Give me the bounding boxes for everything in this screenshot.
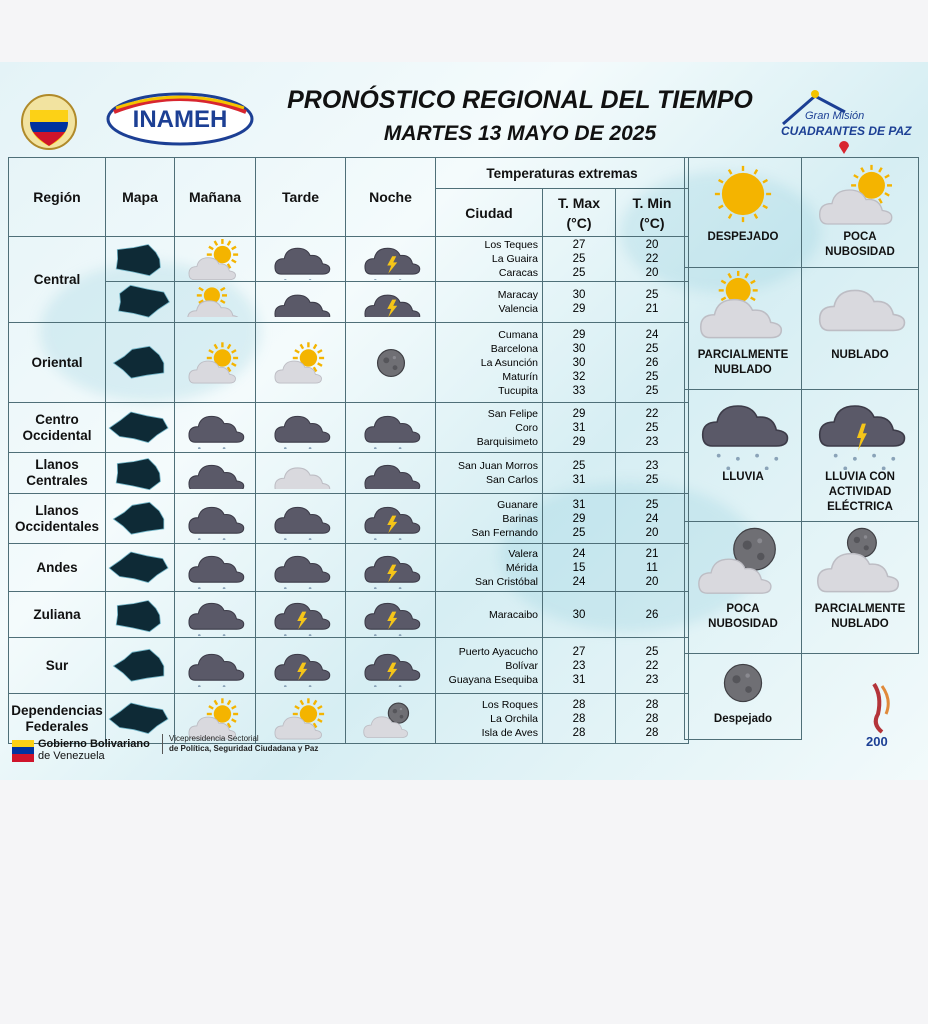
- gov-line-1: Gobierno Bolivariano: [38, 738, 150, 750]
- forecast-noche: [346, 453, 436, 494]
- legend-row: [685, 268, 919, 390]
- region-map: [106, 453, 175, 494]
- legend-label-line: NUBOSIDAD: [708, 618, 778, 630]
- city-list: [436, 592, 543, 638]
- city-list: [436, 453, 543, 494]
- tmax-list: [543, 592, 616, 638]
- tormenta-icon: [346, 498, 435, 540]
- region-name-line: Sur: [45, 657, 69, 673]
- region-map: [106, 544, 175, 592]
- tmax-list-value: 31: [572, 474, 586, 486]
- page-title: PRONÓSTICO REGIONAL DEL TIEMPO: [287, 86, 753, 114]
- legend-label-line: NUBLADO: [714, 364, 772, 376]
- tmax-list-value: 28: [572, 726, 586, 739]
- city-list: [436, 494, 543, 544]
- poca-nubosidad-icon: [802, 158, 918, 230]
- legend-label: [685, 470, 801, 491]
- city-list-value: Puerto Ayacucho: [458, 645, 538, 658]
- legend-label-line: NUBLADO: [831, 618, 889, 630]
- tmax-list: [543, 237, 616, 282]
- table-row: [9, 403, 689, 453]
- lluvia-icon: [256, 407, 345, 449]
- svg-text:200: 200: [866, 734, 888, 749]
- forecast-manana: [175, 403, 256, 453]
- legend-label: [685, 230, 801, 251]
- table-row: [9, 544, 689, 592]
- legend-item: [685, 268, 802, 390]
- tmax-list: [543, 494, 616, 544]
- table-row: [9, 323, 689, 403]
- inameh-logo-text: INAMEH: [132, 106, 228, 133]
- city-list-value: Valencia: [498, 303, 538, 315]
- region-map: [106, 638, 175, 694]
- table-row: [9, 453, 689, 494]
- tmax-list-value: 29: [572, 512, 586, 525]
- lluvia-icon: [175, 645, 255, 687]
- legend-label: [802, 602, 918, 638]
- region-map: [106, 282, 175, 323]
- tmin-list-value: 20: [645, 267, 659, 279]
- header-noche: Noche: [346, 158, 436, 237]
- tmax-list-value: 30: [572, 356, 586, 369]
- tmax-list-value: 24: [572, 547, 586, 560]
- region-name-line: Federales: [25, 718, 89, 734]
- tmin-list-value: 26: [645, 356, 659, 369]
- tmin-list-value: 20: [645, 526, 659, 539]
- city-list-value: La Guaira: [491, 253, 538, 265]
- lluvia-icon: [175, 547, 255, 589]
- tmax-list-value: 25: [572, 526, 586, 539]
- forecast-manana: [175, 282, 256, 323]
- tmax-list-value: 23: [572, 659, 586, 672]
- tmin-list-value: 26: [645, 608, 659, 621]
- tmin-list: [616, 282, 689, 323]
- vicepresidencia-label: [162, 734, 389, 754]
- luna-parcial-icon: [802, 522, 918, 602]
- tormenta-icon: [802, 390, 918, 470]
- region-name: [9, 323, 106, 403]
- lluvia-icon: [175, 594, 255, 636]
- city-list: [436, 282, 543, 323]
- legend-item: [802, 268, 919, 390]
- bicentennial-logo: [862, 680, 902, 758]
- forecast-manana: [175, 453, 256, 494]
- region-map-image: [106, 499, 174, 539]
- legend-label-line: PARCIALMENTE: [814, 603, 906, 615]
- city-list-value: Barinas: [502, 512, 538, 525]
- header-tmin-unit: (°C): [639, 214, 665, 231]
- tmin-list: [616, 237, 689, 282]
- city-list-value: Guayana Esequiba: [448, 673, 538, 686]
- tmax-list: [543, 323, 616, 403]
- forecast-noche: [346, 638, 436, 694]
- tmax-list-value: 29: [572, 407, 586, 420]
- legend-row: [685, 390, 919, 522]
- legend-label-line: NUBOSIDAD: [825, 246, 895, 258]
- tormenta-icon: [346, 645, 435, 687]
- vice-line-1: Vicepresidencia Sectorial: [169, 734, 259, 743]
- tmin-list-value: 25: [645, 498, 659, 511]
- tormenta-icon: [346, 239, 435, 280]
- forecast-tarde: [256, 638, 346, 694]
- region-name-line: Occidental: [22, 427, 92, 443]
- region-name-line: Dependencias: [11, 702, 103, 718]
- region-name: [9, 403, 106, 453]
- tmin-list-value: 11: [646, 561, 658, 574]
- tmax-list-value: 30: [572, 608, 586, 621]
- header-tmin-label: T. Min: [632, 194, 672, 211]
- luna-icon: [346, 342, 435, 384]
- poca-nubosidad-icon: [256, 342, 345, 384]
- tmax-list: [543, 694, 616, 744]
- lluvia-icon: [175, 407, 255, 449]
- region-name: [9, 638, 106, 694]
- legend-item: [802, 158, 919, 268]
- tmax-list-value: 29: [572, 303, 586, 315]
- tmin-list: [616, 453, 689, 494]
- tmin-list-value: 20: [645, 575, 659, 588]
- header-tmax-unit: (°C): [566, 214, 592, 231]
- forecast-tarde: [256, 453, 346, 494]
- region-map: [106, 592, 175, 638]
- tmin-list-value: 25: [645, 384, 659, 397]
- tmin-list-value: 28: [645, 712, 659, 725]
- tmin-list-value: 24: [645, 512, 659, 525]
- city-list: [436, 638, 543, 694]
- legend-label-line: ACTIVIDAD: [828, 486, 892, 498]
- lluvia-icon: [175, 498, 255, 540]
- legend-label: [685, 602, 801, 638]
- forecast-tarde: [256, 494, 346, 544]
- tmax-list: [543, 282, 616, 323]
- city-list-value: Isla de Aves: [481, 726, 538, 739]
- forecast-tarde: [256, 544, 346, 592]
- forecast-tarde: [256, 592, 346, 638]
- forecast-manana: [175, 494, 256, 544]
- legend-label: [802, 230, 918, 266]
- legend-item: [685, 654, 802, 740]
- tmin-list-value: 23: [645, 460, 659, 472]
- tmax-list-value: 24: [572, 575, 586, 588]
- tmin-list: [616, 403, 689, 453]
- table-row: [9, 494, 689, 544]
- city-list-value: San Fernando: [471, 526, 538, 539]
- tmin-list-value: 25: [645, 645, 659, 658]
- forecast-manana: [175, 237, 256, 282]
- legend-label-line: POCA: [726, 603, 760, 615]
- city-list-value: Los Roques: [481, 698, 538, 711]
- tmin-list-value: 28: [645, 698, 659, 711]
- tmin-list-value: 22: [645, 659, 659, 672]
- city-list-value: La Orchila: [490, 712, 538, 725]
- tmin-list: [616, 494, 689, 544]
- legend-item: [802, 522, 919, 654]
- legend-table: [684, 157, 919, 740]
- region-name-line: Occidentales: [14, 518, 100, 534]
- tmax-list: [543, 638, 616, 694]
- region-name-line: Llanos: [35, 502, 79, 518]
- tmax-list-value: 25: [572, 253, 586, 265]
- tmax-list-value: 31: [572, 498, 586, 511]
- header-temperaturas: Temperaturas extremas: [436, 158, 689, 189]
- region-name: [9, 694, 106, 744]
- header-tmin: [616, 189, 689, 237]
- lluvia-icon: [256, 498, 345, 540]
- region-map-image: [106, 646, 174, 686]
- legend-label: [802, 348, 918, 369]
- city-list-value: Caracas: [498, 267, 538, 279]
- tmin-list-value: 25: [645, 474, 659, 486]
- region-name: [9, 544, 106, 592]
- legend-label: [802, 470, 918, 521]
- tmin-list-value: 21: [645, 303, 659, 315]
- table-row: [9, 638, 689, 694]
- forecast-manana: [175, 323, 256, 403]
- region-name-line: Llanos: [35, 457, 79, 472]
- forecast-noche: [346, 592, 436, 638]
- forecast-date: MARTES 13 MAYO DE 2025: [383, 122, 657, 145]
- region-map-image: [106, 453, 174, 493]
- lluvia-icon: [346, 457, 435, 489]
- poca-nubosidad-icon: [175, 239, 255, 280]
- header-ciudad: Ciudad: [436, 189, 543, 237]
- city-list-value: Bolívar: [505, 659, 538, 672]
- region-name: [9, 453, 106, 494]
- logo-line-1: Gran Misión: [805, 110, 865, 122]
- tmax-list-value: 32: [572, 370, 586, 383]
- forecast-poster: [0, 62, 928, 780]
- luna-icon: [685, 654, 801, 712]
- forecast-noche: [346, 544, 436, 592]
- city-list-value: San Cristóbal: [474, 575, 538, 588]
- tmax-list-value: 30: [572, 342, 586, 355]
- nublado-icon: [256, 457, 345, 489]
- region-map: [106, 403, 175, 453]
- tmin-list-value: 25: [645, 342, 659, 355]
- tmin-list-value: 22: [645, 407, 659, 420]
- city-list-value: Maracaibo: [488, 608, 538, 621]
- tormenta-icon: [256, 594, 345, 636]
- tmin-list-value: 24: [645, 328, 659, 341]
- city-list-value: Maturín: [502, 370, 538, 383]
- forecast-noche: [346, 494, 436, 544]
- forecast-manana: [175, 544, 256, 592]
- forecast-tarde: [256, 282, 346, 323]
- tmax-list: [543, 544, 616, 592]
- tormenta-icon: [346, 594, 435, 636]
- region-map: [106, 494, 175, 544]
- city-list-value: Tucupita: [498, 384, 538, 397]
- tmax-list-value: 15: [572, 561, 586, 574]
- tmin-list: [616, 638, 689, 694]
- region-map-image: [106, 408, 174, 448]
- city-list-value: La Asunción: [480, 356, 538, 369]
- lluvia-icon: [256, 287, 345, 317]
- tmax-list-value: 30: [572, 289, 586, 301]
- region-name-line: Zuliana: [33, 606, 81, 622]
- region-name: [9, 592, 106, 638]
- gobierno-bolivariano-logo: [12, 738, 172, 766]
- region-map-image: [106, 343, 174, 383]
- city-list-value: Valera: [508, 547, 538, 560]
- tmin-list-value: 23: [645, 435, 659, 448]
- tmin-list: [616, 694, 689, 744]
- legend-label-line: DESPEJADO: [707, 231, 779, 243]
- tmax-list-value: 25: [572, 460, 586, 472]
- table-row: [9, 282, 689, 323]
- forecast-noche: [346, 237, 436, 282]
- legend-label-line: POCA: [843, 231, 877, 243]
- tmin-list-value: 22: [645, 253, 659, 265]
- tmin-list-value: 23: [645, 673, 659, 686]
- tmax-list: [543, 453, 616, 494]
- city-list-value: San Felipe: [487, 407, 538, 420]
- despejado-icon: [685, 158, 801, 230]
- lluvia-icon: [256, 239, 345, 280]
- header-region: Región: [9, 158, 106, 237]
- tmin-list-value: 28: [645, 726, 659, 739]
- tmax-list-value: 29: [572, 328, 586, 341]
- gov-line-2: de Venezuela: [38, 750, 105, 762]
- region-name-line: Oriental: [31, 354, 83, 370]
- ministry-seal-logo: [14, 92, 84, 152]
- legend-label-line: Despejado: [713, 713, 773, 725]
- legend-row: [685, 522, 919, 654]
- forecast-table: [8, 157, 689, 744]
- tmax-list-value: 27: [572, 239, 586, 251]
- region-name-line: Andes: [36, 559, 78, 575]
- tmin-list: [616, 544, 689, 592]
- city-list: [436, 403, 543, 453]
- city-list-value: Guanare: [497, 498, 538, 511]
- tmin-list-value: 25: [645, 370, 659, 383]
- region-map-image: [106, 699, 174, 739]
- city-list-value: Barcelona: [490, 342, 538, 355]
- region-name-line: Central: [33, 271, 81, 287]
- cuadrantes-de-paz-logo: [775, 84, 915, 162]
- table-header-row: [9, 158, 689, 189]
- legend-item: [685, 522, 802, 654]
- poca-nubosidad-icon: [175, 342, 255, 384]
- lluvia-icon: [175, 457, 255, 489]
- tmin-list-value: 25: [645, 289, 659, 301]
- tmax-list-value: 28: [572, 698, 586, 711]
- city-list-value: Los Teques: [484, 239, 538, 251]
- region-map: [106, 237, 175, 282]
- tmax-list-value: 33: [572, 384, 586, 397]
- forecast-manana: [175, 592, 256, 638]
- forecast-noche: [346, 323, 436, 403]
- tormenta-icon: [346, 547, 435, 589]
- forecast-tarde: [256, 237, 346, 282]
- lluvia-icon: [256, 547, 345, 589]
- tmax-list-value: 31: [572, 673, 586, 686]
- region-name-line: Centrales: [26, 473, 88, 488]
- city-list-value: San Carlos: [486, 474, 538, 486]
- header-tmax-label: T. Max: [557, 194, 600, 211]
- region-map: [106, 323, 175, 403]
- tmin-list: [616, 323, 689, 403]
- tmin-list: [616, 592, 689, 638]
- tmax-list-value: 28: [572, 712, 586, 725]
- city-list-value: Maracay: [497, 289, 538, 301]
- legend-item: [802, 390, 919, 522]
- tmax-list-value: 25: [572, 267, 586, 279]
- tormenta-icon: [346, 287, 435, 317]
- legend-row: [685, 158, 919, 268]
- forecast-tarde: [256, 403, 346, 453]
- vice-line-2: de Política, Seguridad Ciudadana y Paz: [169, 744, 319, 753]
- city-list-value: Cumana: [498, 328, 538, 341]
- table-row: [9, 592, 689, 638]
- header-tmax: [543, 189, 616, 237]
- forecast-noche: [346, 403, 436, 453]
- legend-label-line: ELÉCTRICA: [827, 501, 893, 513]
- tmin-list-value: 25: [645, 421, 659, 434]
- city-list: [436, 323, 543, 403]
- header-tarde: Tarde: [256, 158, 346, 237]
- tmin-list-value: 20: [645, 239, 659, 251]
- tmax-list-value: 27: [572, 645, 586, 658]
- city-list-value: San Juan Morros: [458, 460, 538, 472]
- header-mapa: Mapa: [106, 158, 175, 237]
- city-list-value: Barquisimeto: [476, 435, 538, 448]
- region-map-image: [106, 239, 174, 279]
- legend-label-line: LLUVIA CON: [825, 471, 895, 483]
- legend-label-line: PARCIALMENTE: [697, 349, 789, 361]
- luna-poca-nubosidad-icon: [685, 522, 801, 602]
- city-list-value: Coro: [515, 421, 538, 434]
- header-manana: Mañana: [175, 158, 256, 237]
- region-map-image: [106, 282, 174, 322]
- tmax-list-value: 31: [572, 421, 586, 434]
- legend-item: [685, 158, 802, 268]
- tmin-list-value: 21: [645, 547, 659, 560]
- city-list: [436, 694, 543, 744]
- tmax-list: [543, 403, 616, 453]
- region-name: [9, 494, 106, 544]
- table-row: [9, 237, 689, 282]
- legend-label-line: NUBLADO: [831, 349, 889, 361]
- tormenta-icon: [256, 645, 345, 687]
- parcialmente-nublado-icon: [175, 287, 255, 317]
- legend-label: [685, 712, 801, 733]
- legend-label-line: LLUVIA: [722, 471, 764, 483]
- region-name: [9, 237, 106, 323]
- forecast-manana: [175, 638, 256, 694]
- region-name-line: Centro: [35, 411, 79, 427]
- inameh-logo: [104, 90, 256, 148]
- legend-label: [685, 348, 801, 384]
- region-map-image: [106, 595, 174, 635]
- lluvia-icon: [685, 390, 801, 470]
- lluvia-icon: [346, 407, 435, 449]
- logo-line-2: CUADRANTES DE PAZ: [781, 124, 912, 138]
- region-map-image: [106, 548, 174, 588]
- tmax-list-value: 29: [572, 435, 586, 448]
- parcialmente-nublado-icon: [685, 268, 801, 348]
- nublado-icon: [802, 268, 918, 348]
- city-list: [436, 544, 543, 592]
- legend-item: [685, 390, 802, 522]
- city-list-value: Mérida: [505, 561, 538, 574]
- city-list: [436, 237, 543, 282]
- forecast-tarde: [256, 323, 346, 403]
- forecast-noche: [346, 282, 436, 323]
